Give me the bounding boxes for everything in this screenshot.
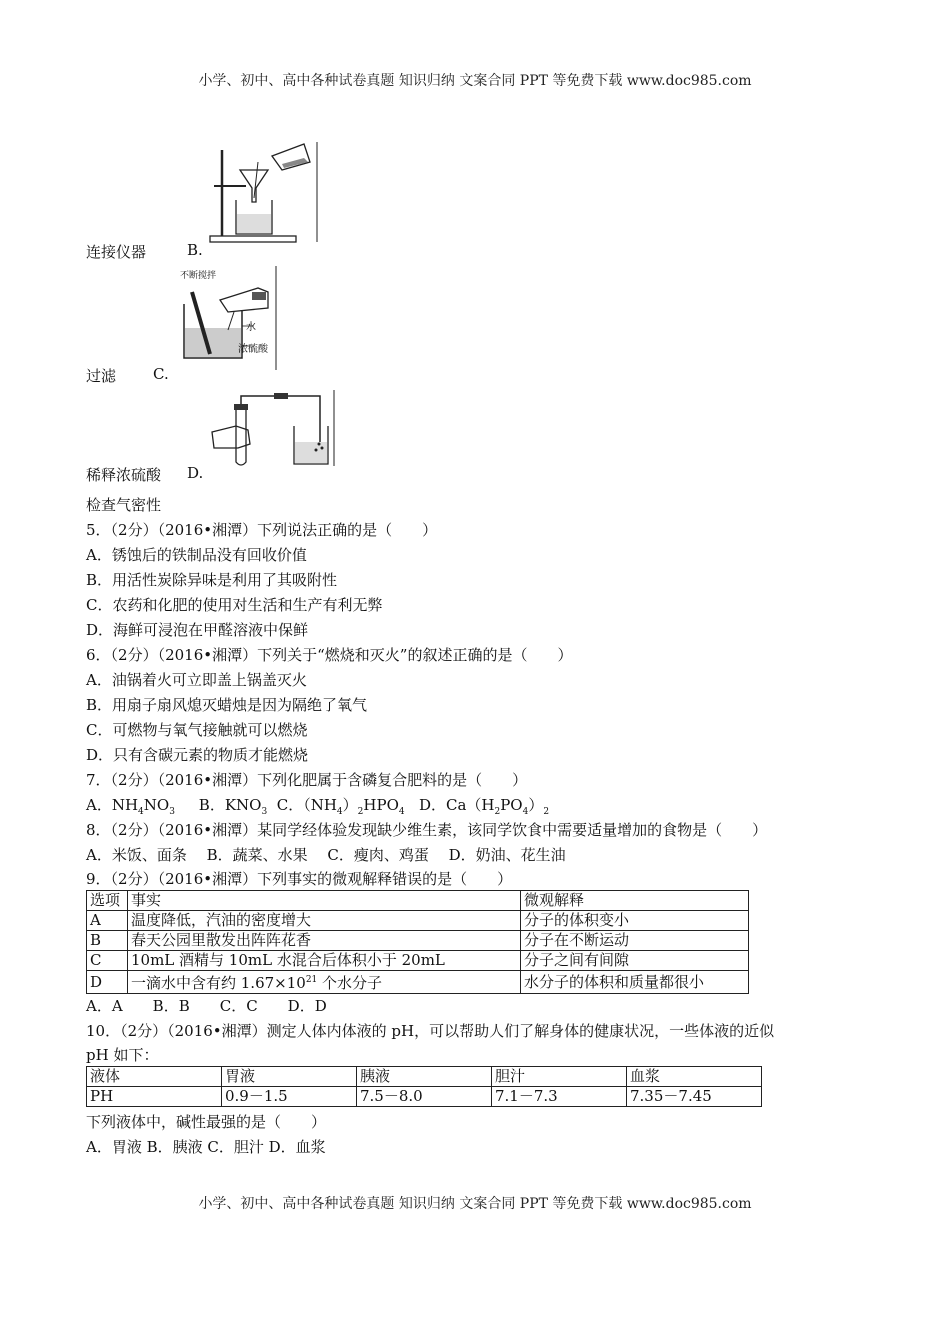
q9-th-option: 选项: [87, 891, 128, 911]
q6-option-a: A．油锅着火可立即盖上锅盖灭火: [86, 671, 307, 689]
dilute-acid-figure: [176, 266, 278, 374]
table-row: A 温度降低，汽油的密度增大 分子的体积变小: [87, 911, 749, 931]
q10-table-header: 液体 胃液 胰液 胆汁 血浆: [87, 1067, 762, 1087]
page-footer: 小学、初中、高中各种试卷真题 知识归纳 文案合同 PPT 等免费下载 www.doc985.com: [198, 1196, 752, 1212]
q5-option-d: D．海鲜可浸泡在甲醛溶液中保鲜: [86, 621, 309, 639]
q9-th-explain: 微观解释: [521, 891, 749, 911]
q6-option-d: D．只有含碳元素的物质才能燃烧: [86, 746, 309, 764]
q6-option-b: B．用扇子扇风熄灭蜡烛是因为隔绝了氧气: [86, 696, 368, 714]
table-row: PH 0.9－1.5 7.5－8.0 7.1－7.3 7.35－7.45: [87, 1087, 762, 1107]
table-row: B 春天公园里散发出阵阵花香 分子在不断运动: [87, 931, 749, 951]
q9-table-header: [87, 891, 749, 911]
q7-option-c: C．$(NH_4)_2HPO_4$: [276, 796, 405, 817]
q7-option-a: A．$NH_4NO_3$: [86, 796, 175, 817]
q6-stem: 6．（2分）（2016•湘潭）下列关于“燃烧和灭火”的叙述正确的是（ ）: [86, 646, 573, 664]
q10-stem-line1: 10．（2分）（2016•湘潭）测定人体内体液的 pH，可以帮助人们了解身体的健康状况，一些体液的近似: [86, 1022, 775, 1040]
airtightness-figure: [210, 390, 338, 470]
q7-stem: 7．（2分）（2016•湘潭）下列化肥属于含磷复合肥料的是（ ）: [86, 771, 528, 789]
q8-options: A．米饭、面条 B．蔬菜、水果 C．瘦肉、鸡蛋 D．奶油、花生油: [86, 846, 566, 864]
caption-filtration: 过滤: [86, 367, 117, 385]
option-c-mark: C.: [153, 365, 169, 383]
page-header: 小学、初中、高中各种试卷真题 知识归纳 文案合同 PPT 等免费下载 www.doc985.com: [198, 73, 752, 89]
caption-airtightness: 检查气密性: [86, 496, 162, 514]
label-water: 水: [246, 322, 256, 333]
label-stir: 不断搅拌: [180, 271, 217, 281]
q7-option-b: B．$KNO_3$: [198, 796, 268, 817]
q7-option-d: D．$Ca(H_2PO_4)_2$: [418, 796, 550, 817]
q5-option-b: B．用活性炭除异味是利用了其吸附性: [86, 571, 338, 589]
q10-stem-line2: pH 如下：: [86, 1046, 159, 1064]
option-d-mark: D.: [187, 464, 204, 482]
q10-table: [86, 1066, 762, 1107]
q5-option-c: C．农药和化肥的使用对生活和生产有利无弊: [86, 596, 383, 614]
q7-options: [86, 795, 549, 822]
q9-stem: 9．（2分）（2016•湘潭）下列事实的微观解释错误的是（ ）: [86, 870, 513, 888]
q9-table: [86, 890, 749, 994]
q9-th-fact: 事实: [128, 891, 521, 911]
q6-option-c: C．可燃物与氧气接触就可以燃烧: [86, 721, 308, 739]
q10-question: 下列液体中，碱性最强的是（ ）: [86, 1113, 327, 1131]
caption-connect-apparatus: 连接仪器: [86, 243, 147, 261]
table-row: D 一滴水中含有约 $1.67\times 10^{21}$ 个水分子 水分子的体积和质量都很小: [87, 971, 749, 994]
q5-stem: 5．（2分）（2016•湘潭）下列说法正确的是（ ）: [86, 521, 438, 539]
q10-options: A．胃液 B．胰液 C．胆汁 D．血浆: [86, 1138, 326, 1156]
q9-options: A．A B．B C．C D．D: [86, 997, 327, 1015]
caption-dilute-acid: 稀释浓硫酸: [86, 466, 162, 484]
option-b-mark: B.: [187, 241, 203, 259]
filtration-apparatus-figure: [206, 140, 324, 244]
q5-option-a: A．锈蚀后的铁制品没有回收价值: [86, 546, 307, 564]
table-row: C 10mL 酒精与 10mL 水混合后体积小于 20mL 分子之间有间隙: [87, 951, 749, 971]
label-acid: 浓硫酸: [238, 344, 268, 355]
q9-row-d-fact: 一滴水中含有约 $1.67\times 10^{21}$ 个水分子: [128, 971, 521, 994]
q8-stem: 8．（2分）（2016•湘潭）某同学经体验发现缺少维生素，该同学饮食中需要适量增加的食物是（ ）: [86, 821, 768, 839]
